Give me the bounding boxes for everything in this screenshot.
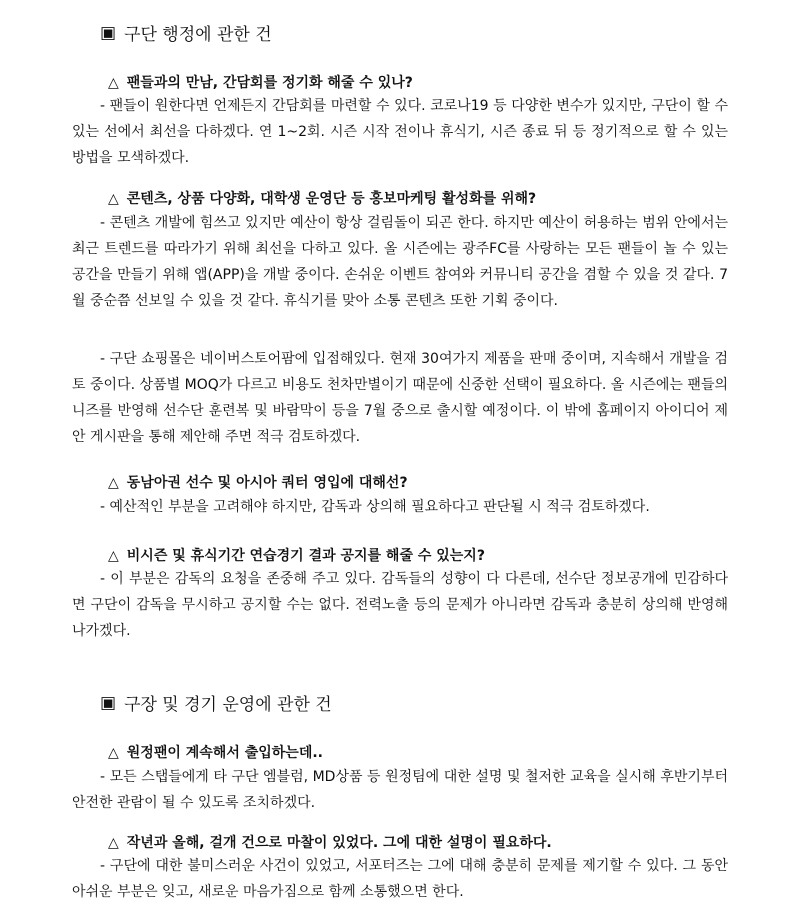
section-marker-icon: ▣ xyxy=(100,22,117,43)
answer-paragraph: - 이 부분은 감독의 요청을 존중해 주고 있다. 감독들의 성향이 다 다른데, 선수단 정보공개에 민감하다면 구단이 감독을 무시하고 공지할 수는 없다. 전력노출 등의 문제가 아니라면 감독과 충분히 상의해 반영해 나가겠다. xyxy=(72,571,728,639)
question-heading xyxy=(108,832,552,852)
question-text: 작년과 올해, 걸개 건으로 마찰이 있었다. 그에 대한 설명이 필요하다. xyxy=(126,835,552,851)
answer-paragraph: - 모든 스탭들에게 타 구단 엠블럼, MD상품 등 원정팀에 대한 설명 및 철저한 교육을 실시해 후반기부터 안전한 관람이 될 수 있도록 조치하겠다. xyxy=(72,769,728,811)
section-heading xyxy=(100,690,332,715)
triangle-bullet-icon: △ xyxy=(108,835,119,851)
section-heading xyxy=(100,20,272,45)
answer-paragraph: - 콘텐츠 개발에 힘쓰고 있지만 예산이 항상 걸림돌이 되곤 한다. 하지만 예산이 허용하는 범위 안에서는 최근 트렌드를 따라가기 위해 최선을 다하고 있다. 올 시즌에는 광주FC를 사랑하는 모든 팬들이 놀 수 있는 공간을 만들기 위해 앱(APP)을 개발 중이다. 손쉬운 이벤트 참여와 커뮤니티 공간을 겸할 수 있을 것 같다. 7월 중순쯤 선보일 수 있을 것 같다. 휴식기를 맞아 소통 콘텐츠 또한 기획 중이다. xyxy=(72,215,728,309)
section-marker-icon: ▣ xyxy=(100,692,117,713)
question-heading xyxy=(108,742,323,762)
triangle-bullet-icon: △ xyxy=(108,191,119,207)
section-title: 구장 및 경기 운영에 관한 건 xyxy=(124,695,332,715)
answer-paragraph: - 팬들이 원한다면 언제든지 간담회를 마련할 수 있다. 코로나19 등 다양한 변수가 있지만, 구단이 할 수 있는 선에서 최선을 다하겠다. 연 1~2회. 시즌 시작 전이나 휴식기, 시즌 종료 뒤 등 정기적으로 할 수 있는 방법을 모색하겠다. xyxy=(72,98,728,166)
question-heading xyxy=(108,472,408,492)
triangle-bullet-icon: △ xyxy=(108,745,119,761)
question-text: 비시즌 및 휴식기간 연습경기 결과 공지를 해줄 수 있는지? xyxy=(126,548,485,564)
question-heading xyxy=(108,545,485,565)
question-text: 동남아권 선수 및 아시아 쿼터 영입에 대해선? xyxy=(126,475,408,491)
question-text: 콘텐츠, 상품 다양화, 대학생 운영단 등 홍보마케팅 활성화를 위해? xyxy=(126,191,537,207)
triangle-bullet-icon: △ xyxy=(108,548,119,564)
section-title: 구단 행정에 관한 건 xyxy=(124,25,272,45)
question-heading xyxy=(108,188,536,208)
question-text: 팬들과의 만남, 간담회를 정기화 해줄 수 있나? xyxy=(126,75,413,91)
question-heading xyxy=(108,72,413,92)
triangle-bullet-icon: △ xyxy=(108,475,119,491)
answer-paragraph: - 구단 쇼핑몰은 네이버스토어팜에 입점해있다. 현재 30여가지 제품을 판매 중이며, 지속해서 개발을 검토 중이다. 상품별 MOQ가 다르고 비용도 천차만별이기 때문에 신중한 선택이 필요하다. 올 시즌에는 팬들의 니즈를 반영해 선수단 훈련복 및 바람막이 등을 7월 중으로 출시할 예정이다. 이 밖에 홈페이지 아이디어 제안 게시판을 통해 제안해 주면 적극 검토하겠다. xyxy=(72,351,728,445)
triangle-bullet-icon: △ xyxy=(108,75,119,91)
answer-paragraph: - 구단에 대한 불미스러운 사건이 있었고, 서포터즈는 그에 대해 충분히 문제를 제기할 수 있다. 그 동안 아쉬운 부분은 잊고, 새로운 마음가짐으로 함께 소통했으면 한다. xyxy=(72,858,728,900)
question-text: 원정팬이 계속해서 출입하는데.. xyxy=(126,745,323,761)
answer-paragraph: - 예산적인 부분을 고려해야 하지만, 감독과 상의해 필요하다고 판단될 시 적극 검토하겠다. xyxy=(100,499,650,515)
